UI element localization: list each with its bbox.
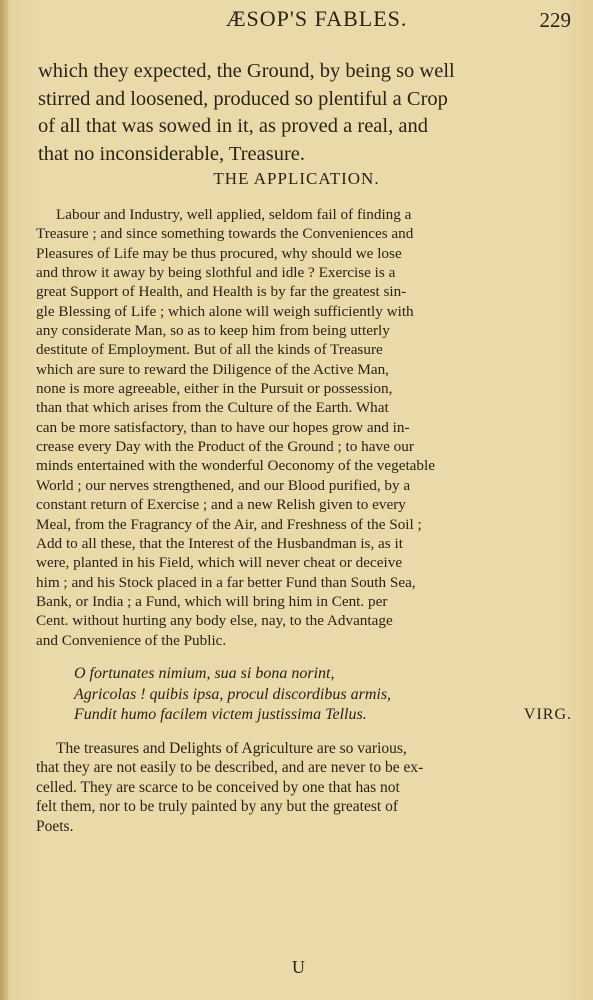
text-line: none is more agreeable, either in the Pursuit or possession, xyxy=(36,380,393,398)
verse-line: O fortunates nimium, sua si bona norint, xyxy=(74,665,335,682)
page-header xyxy=(0,6,593,36)
line-text: that no inconsiderable, Treasure. xyxy=(38,142,306,165)
text-line: minds entertained with the wonderful Oeconomy of the vegetable xyxy=(36,457,435,475)
text-line: Bank, or India ; a Fund, which will bring him in Cent. per xyxy=(36,592,388,610)
text-line: and throw it away by being slothful and idle ? Exercise is a xyxy=(36,264,396,282)
text-line: Add to all these, that the Interest of the Husbandman is, as it xyxy=(36,534,403,552)
text-line: any considerate Man, so as to keep him from being utterly xyxy=(36,322,390,340)
latin-verse xyxy=(74,664,574,726)
verse-line: Agricolas ! quibis ipsa, procul discordibus armis, xyxy=(74,685,392,703)
text-line: felt them, nor to be truly painted by any but the greatest of xyxy=(36,798,398,816)
text-line: him ; and his Stock placed in a far better Fund than South Sea, xyxy=(36,573,416,591)
application-paragraph xyxy=(36,205,572,650)
page-number: 229 xyxy=(539,8,571,32)
text-line: were, planted in his Field, which will never cheat or deceive xyxy=(36,554,403,572)
text-line: Treasure ; and since something towards the Conveniences and xyxy=(36,225,414,243)
page-gutter xyxy=(0,0,8,1000)
text-line xyxy=(38,86,574,114)
line-text: stirred and loosened, produced so plentiful a Crop xyxy=(38,87,448,110)
verse-line xyxy=(74,705,574,726)
text-line: crease every Day with the Product of the Ground ; to have our xyxy=(36,438,414,456)
line-text: which they expected, the Ground, by being so well xyxy=(38,60,455,82)
text-line: that they are not easily to be described, and are never to be ex- xyxy=(36,759,424,777)
text-line: Poets. xyxy=(36,817,74,835)
text-line: Pleasures of Life may be thus procured, why should we lose xyxy=(36,244,402,262)
verse-line-text: Fundit humo facilem victem justissima Tellus. xyxy=(74,706,367,723)
text-line: World ; our nerves strengthened, and our Blood purified, by a xyxy=(36,476,411,494)
text-line: Labour and Industry, well applied, seldom fail of finding a xyxy=(56,206,412,223)
signature-mark: U xyxy=(292,957,305,977)
text-line: gle Blessing of Life ; which alone will weigh sufficiently with xyxy=(36,302,414,320)
text-line: than that which arises from the Culture of the Earth. What xyxy=(36,399,389,417)
text-line: celled. They are scarce to be conceived by one that has not xyxy=(36,778,400,796)
text-line: The treasures and Delights of Agriculture are so various, xyxy=(56,740,407,757)
running-title: ÆSOP'S FABLES. xyxy=(226,6,408,31)
text-line: which are sure to reward the Diligence of the Active Man, xyxy=(36,360,389,378)
text-line: constant return of Exercise ; and a new Relish given to every xyxy=(36,496,406,514)
verse-attribution: VIRG. xyxy=(523,706,572,723)
fable-continuation xyxy=(38,58,574,168)
text-line: great Support of Health, and Health is by far the greatest sin- xyxy=(36,283,407,301)
text-line: and Convenience of the Public. xyxy=(36,631,227,649)
text-line: can be more satisfactory, than to have our hopes grow and in- xyxy=(36,418,410,436)
section-heading: THE APPLICATION. xyxy=(213,169,380,188)
text-line xyxy=(38,113,574,141)
text-line xyxy=(38,58,574,86)
closing-paragraph xyxy=(36,739,572,836)
text-line: Meal, from the Fragrancy of the Air, and Freshness of the Soil ; xyxy=(36,515,422,533)
text-line xyxy=(38,141,574,169)
line-text: of all that was sowed in it, as proved a real, and xyxy=(38,115,428,137)
text-line: destitute of Employment. But of all the kinds of Treasure xyxy=(36,341,383,359)
text-line: Cent. without hurting any body else, nay, to the Advantage xyxy=(36,612,393,630)
